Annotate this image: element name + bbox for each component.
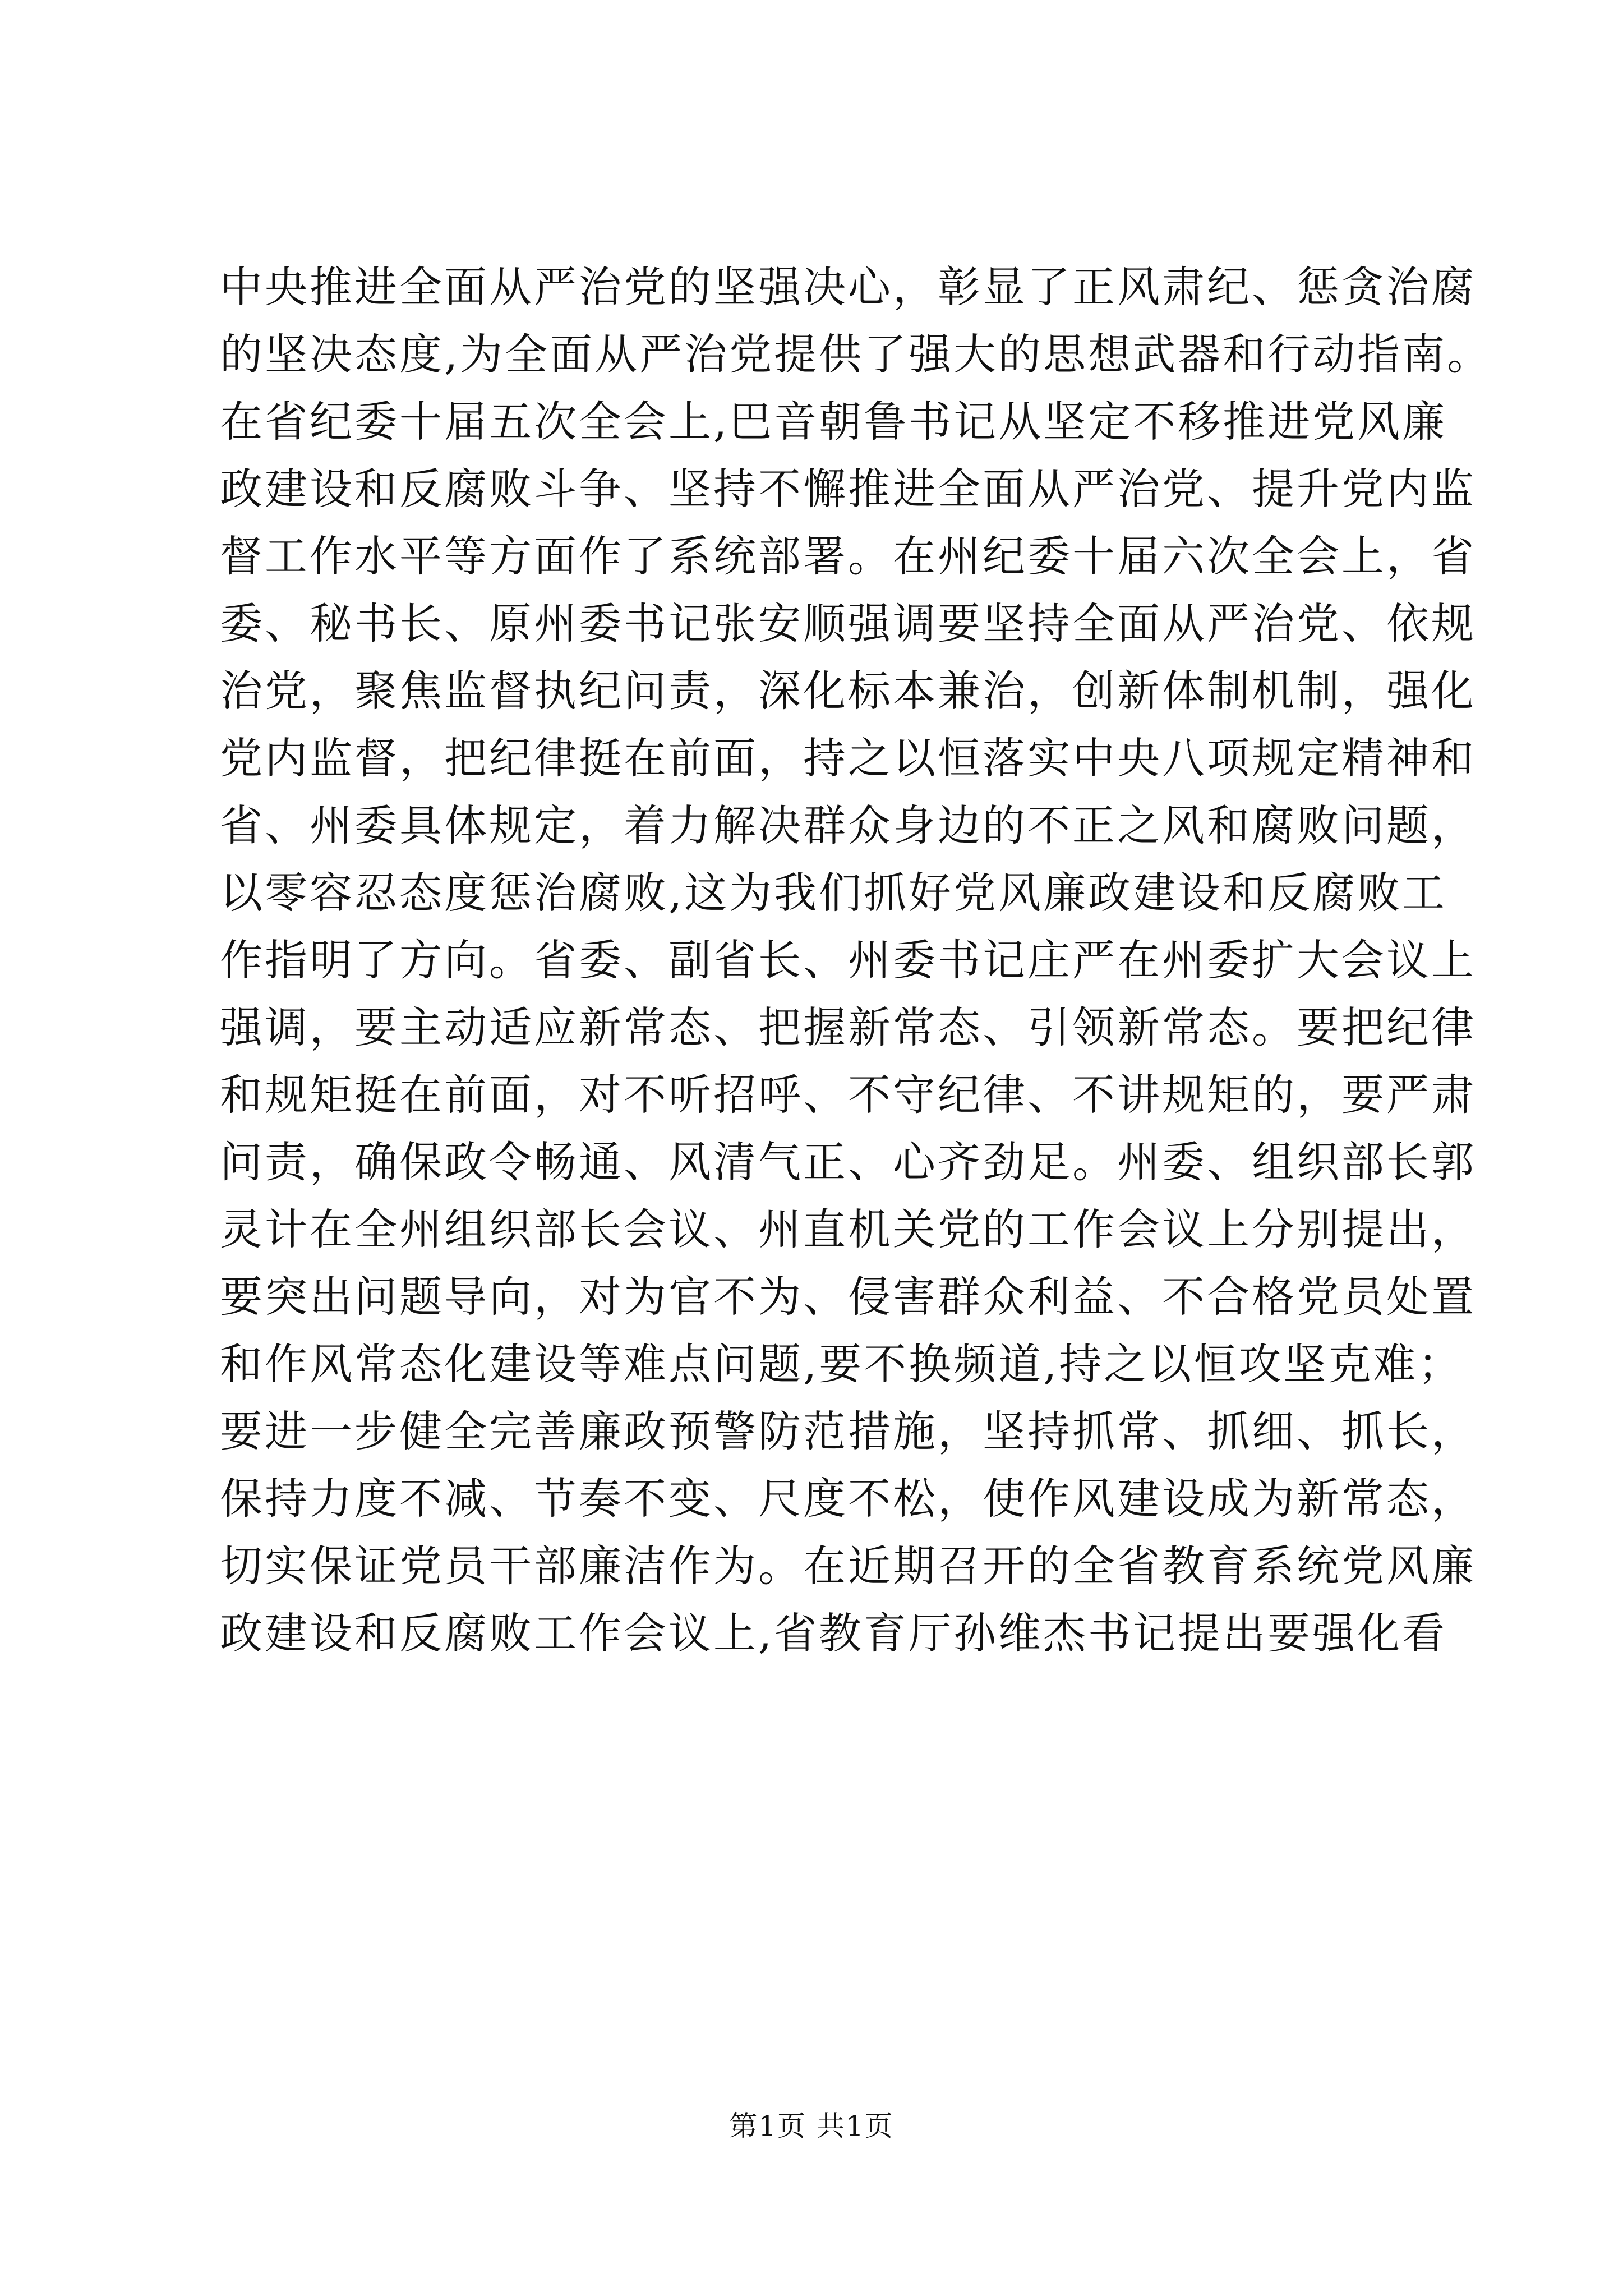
- text-line: 问责，确保政令畅通、风清气正、心齐劲足。州委、组织部长郭: [220, 1137, 1476, 1187]
- text-line: 治党，聚焦监督执纪问责，深化标本兼治，创新体制机制，强化: [220, 666, 1476, 716]
- text-line: 要突出问题导向，对为官不为、侵害群众利益、不合格党员处置: [220, 1272, 1476, 1322]
- text-line: 要进一步健全完善廉政预警防范措施，坚持抓常、抓细、抓长，: [220, 1406, 1476, 1456]
- text-line: 中央推进全面从严治党的坚强决心，彰显了正风肃纪、惩贪治腐: [220, 262, 1476, 312]
- text-line: 灵计在全州组织部长会议、州直机关党的工作会议上分别提出，: [220, 1204, 1476, 1254]
- page-footer: 第1页 共1页: [729, 2110, 894, 2142]
- text-line: 政建设和反腐败斗争、坚持不懈推进全面从严治党、提升党内监: [220, 464, 1476, 514]
- text-line: 保持力度不减、节奏不变、尺度不松，使作风建设成为新常态，: [220, 1474, 1476, 1524]
- text-line: 委、秘书长、原州委书记张安顺强调要坚持全面从严治党、依规: [220, 599, 1476, 648]
- text-line: 的坚决态度,为全面从严治党提供了强大的思想武器和行动指南。: [220, 329, 1492, 379]
- text-line: 作指明了方向。省委、副省长、州委书记庄严在州委扩大会议上: [220, 935, 1476, 985]
- text-line: 政建设和反腐败工作会议上,省教育厅孙维杰书记提出要强化看: [220, 1608, 1447, 1658]
- text-line: 省、州委具体规定，着力解决群众身边的不正之风和腐败问题，: [220, 800, 1476, 850]
- text-line: 以零容忍态度惩治腐败,这为我们抓好党风廉政建设和反腐败工: [220, 868, 1447, 918]
- text-line: 党内监督，把纪律挺在前面，持之以恒落实中央八项规定精神和: [220, 733, 1476, 783]
- text-line: 切实保证党员干部廉洁作为。在近期召开的全省教育系统党风廉: [220, 1541, 1476, 1591]
- text-line: 督工作水平等方面作了系统部署。在州纪委十届六次全会上，省: [220, 531, 1476, 581]
- text-line: 和规矩挺在前面，对不听招呼、不守纪律、不讲规矩的，要严肃: [220, 1070, 1476, 1120]
- text-line: 在省纪委十届五次全会上,巴音朝鲁书记从坚定不移推进党风廉: [220, 397, 1447, 447]
- body-text: [220, 254, 1492, 1667]
- text-line: 和作风常态化建设等难点问题,要不换频道,持之以恒攻坚克难；: [220, 1339, 1463, 1389]
- text-line: 强调，要主动适应新常态、把握新常态、引领新常态。要把纪律: [220, 1002, 1476, 1052]
